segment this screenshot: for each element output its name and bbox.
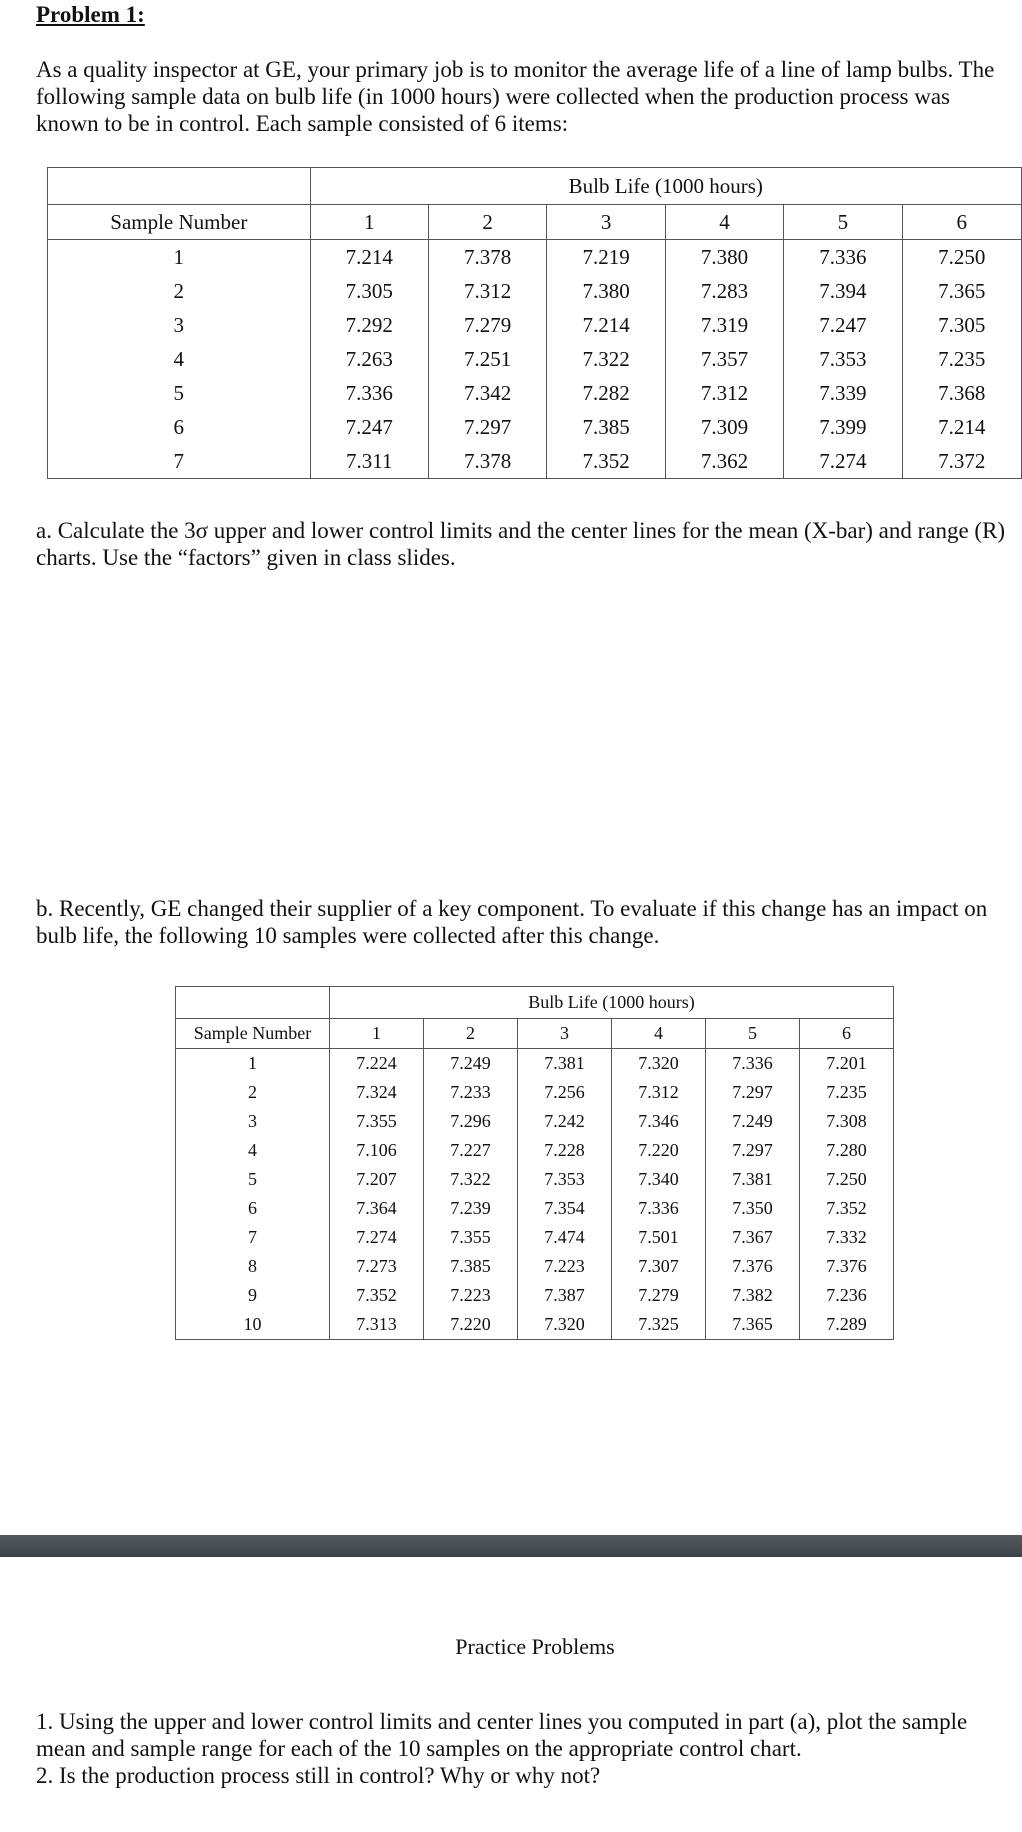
value-cell: 7.364 [330,1194,424,1223]
table-row [176,1310,894,1340]
bulb-life-table-2 [175,986,894,1340]
sample-number-cell: 2 [176,1078,330,1107]
value-cell: 7.325 [612,1310,706,1340]
value-cell: 7.368 [902,376,1021,410]
value-cell: 7.220 [612,1136,706,1165]
value-cell: 7.385 [547,410,665,444]
value-cell: 7.249 [706,1107,800,1136]
value-cell: 7.336 [706,1049,800,1079]
value-cell: 7.305 [902,308,1021,342]
value-cell: 7.376 [800,1252,894,1281]
table-row [48,274,1022,308]
row-header: Sample Number [176,1019,330,1049]
value-cell: 7.339 [784,376,902,410]
value-cell: 7.280 [800,1136,894,1165]
value-cell: 7.378 [428,444,546,479]
value-cell: 7.312 [428,274,546,308]
row-header: Sample Number [48,205,311,240]
practice-question-2: 2. Is the production process still in control? Why or why not? [36,1763,601,1788]
value-cell: 7.214 [310,240,428,275]
sample-number-cell: 6 [48,410,311,444]
value-cell: 7.263 [310,342,428,376]
empty-header-cell [176,987,330,1019]
table-row [176,1252,894,1281]
practice-question-1: 1. Using the upper and lower control limits and center lines you computed in part (a), plot the sample mean and sample range for each of the 10 samples on the appropriate control chart. [36,1709,968,1761]
column-header: 4 [612,1019,706,1049]
intro-paragraph: As a quality inspector at GE, your primary job is to monitor the average life of a line of lamp bulbs. The following sample data on bulb life (in 1000 hours) were collected when the production process was known to be in control. Each sample consisted of 6 items: [36,57,995,136]
sample-number-cell: 1 [176,1049,330,1079]
column-header-row [176,1019,894,1049]
table-row [176,1049,894,1079]
value-cell: 7.474 [518,1223,612,1252]
value-cell: 7.235 [800,1078,894,1107]
value-cell: 7.355 [424,1223,518,1252]
value-cell: 7.308 [800,1107,894,1136]
value-cell: 7.296 [424,1107,518,1136]
value-cell: 7.378 [428,240,546,275]
value-cell: 7.322 [547,342,665,376]
value-cell: 7.336 [612,1194,706,1223]
value-cell: 7.282 [547,376,665,410]
value-cell: 7.289 [800,1310,894,1340]
value-cell: 7.320 [518,1310,612,1340]
value-cell: 7.239 [424,1194,518,1223]
value-cell: 7.352 [800,1194,894,1223]
value-cell: 7.320 [612,1049,706,1079]
value-cell: 7.256 [518,1078,612,1107]
value-cell: 7.233 [424,1078,518,1107]
value-cell: 7.311 [310,444,428,479]
table-row [48,444,1022,479]
sample-number-cell: 7 [48,444,311,479]
value-cell: 7.227 [424,1136,518,1165]
value-cell: 7.385 [424,1252,518,1281]
table-row [48,410,1022,444]
value-cell: 7.381 [706,1165,800,1194]
value-cell: 7.312 [665,376,783,410]
value-cell: 7.279 [612,1281,706,1310]
sample-number-cell: 7 [176,1223,330,1252]
empty-header-cell [48,168,311,205]
value-cell: 7.336 [784,240,902,275]
value-cell: 7.352 [330,1281,424,1310]
value-cell: 7.350 [706,1194,800,1223]
value-cell: 7.283 [665,274,783,308]
value-cell: 7.332 [800,1223,894,1252]
value-cell: 7.380 [547,274,665,308]
table-row [176,1281,894,1310]
value-cell: 7.273 [330,1252,424,1281]
value-cell: 7.362 [665,444,783,479]
table-row [176,1107,894,1136]
column-header: 3 [547,205,665,240]
section-divider [0,1535,1022,1557]
value-cell: 7.224 [330,1049,424,1079]
table-row [48,308,1022,342]
value-cell: 7.219 [547,240,665,275]
value-cell: 7.292 [310,308,428,342]
value-cell: 7.307 [612,1252,706,1281]
table-row [176,1165,894,1194]
group-header-row [176,987,894,1019]
value-cell: 7.340 [612,1165,706,1194]
value-cell: 7.305 [310,274,428,308]
table-row [176,1223,894,1252]
group-header: Bulb Life (1000 hours) [330,987,894,1019]
value-cell: 7.106 [330,1136,424,1165]
value-cell: 7.201 [800,1049,894,1079]
value-cell: 7.355 [330,1107,424,1136]
column-header: 2 [428,205,546,240]
value-cell: 7.381 [518,1049,612,1079]
value-cell: 7.207 [330,1165,424,1194]
value-cell: 7.236 [800,1281,894,1310]
table-row [176,1078,894,1107]
value-cell: 7.501 [612,1223,706,1252]
column-header: 3 [518,1019,612,1049]
value-cell: 7.250 [800,1165,894,1194]
value-cell: 7.309 [665,410,783,444]
group-header: Bulb Life (1000 hours) [310,168,1021,205]
value-cell: 7.214 [902,410,1021,444]
sample-number-cell: 4 [176,1136,330,1165]
value-cell: 7.354 [518,1194,612,1223]
column-header-row [48,205,1022,240]
value-cell: 7.247 [784,308,902,342]
value-cell: 7.322 [424,1165,518,1194]
table-row [48,240,1022,275]
column-header: 5 [706,1019,800,1049]
value-cell: 7.394 [784,274,902,308]
value-cell: 7.380 [665,240,783,275]
column-header: 6 [902,205,1021,240]
table-row [48,342,1022,376]
value-cell: 7.352 [547,444,665,479]
value-cell: 7.297 [706,1078,800,1107]
value-cell: 7.367 [706,1223,800,1252]
value-cell: 7.399 [784,410,902,444]
column-header: 2 [424,1019,518,1049]
value-cell: 7.312 [612,1078,706,1107]
sample-number-cell: 3 [48,308,311,342]
column-header: 4 [665,205,783,240]
value-cell: 7.279 [428,308,546,342]
sample-number-cell: 5 [48,376,311,410]
group-header-row [48,168,1022,205]
value-cell: 7.251 [428,342,546,376]
table-row [176,1194,894,1223]
value-cell: 7.319 [665,308,783,342]
value-cell: 7.274 [330,1223,424,1252]
value-cell: 7.382 [706,1281,800,1310]
sample-number-cell: 10 [176,1310,330,1340]
sample-number-cell: 5 [176,1165,330,1194]
value-cell: 7.353 [784,342,902,376]
sample-number-cell: 3 [176,1107,330,1136]
value-cell: 7.365 [706,1310,800,1340]
value-cell: 7.235 [902,342,1021,376]
value-cell: 7.342 [428,376,546,410]
value-cell: 7.228 [518,1136,612,1165]
value-cell: 7.247 [310,410,428,444]
value-cell: 7.313 [330,1310,424,1340]
value-cell: 7.250 [902,240,1021,275]
value-cell: 7.223 [424,1281,518,1310]
value-cell: 7.387 [518,1281,612,1310]
value-cell: 7.214 [547,308,665,342]
column-header: 5 [784,205,902,240]
sample-number-cell: 6 [176,1194,330,1223]
column-header: 1 [330,1019,424,1049]
value-cell: 7.297 [706,1136,800,1165]
value-cell: 7.365 [902,274,1021,308]
value-cell: 7.336 [310,376,428,410]
table-row [176,1136,894,1165]
value-cell: 7.242 [518,1107,612,1136]
value-cell: 7.274 [784,444,902,479]
sample-number-cell: 1 [48,240,311,275]
value-cell: 7.346 [612,1107,706,1136]
value-cell: 7.297 [428,410,546,444]
value-cell: 7.376 [706,1252,800,1281]
bulb-life-table-1 [47,167,1022,479]
sample-number-cell: 9 [176,1281,330,1310]
part-a-text: a. Calculate the 3σ upper and lower control limits and the center lines for the mean (X-bar) and range (R) charts. Use the “factors” given in class slides. [36,518,1006,570]
sample-number-cell: 2 [48,274,311,308]
column-header: 1 [310,205,428,240]
column-header: 6 [800,1019,894,1049]
problem-title: Problem 1: [36,2,145,27]
value-cell: 7.353 [518,1165,612,1194]
value-cell: 7.249 [424,1049,518,1079]
value-cell: 7.223 [518,1252,612,1281]
sample-number-cell: 4 [48,342,311,376]
practice-problems-title: Practice Problems [455,1634,615,1659]
value-cell: 7.372 [902,444,1021,479]
part-b-text: b. Recently, GE changed their supplier of a key component. To evaluate if this change has an impact on bulb life, the following 10 samples were collected after this change. [36,896,988,948]
table-row [48,376,1022,410]
value-cell: 7.357 [665,342,783,376]
sample-number-cell: 8 [176,1252,330,1281]
value-cell: 7.220 [424,1310,518,1340]
value-cell: 7.324 [330,1078,424,1107]
